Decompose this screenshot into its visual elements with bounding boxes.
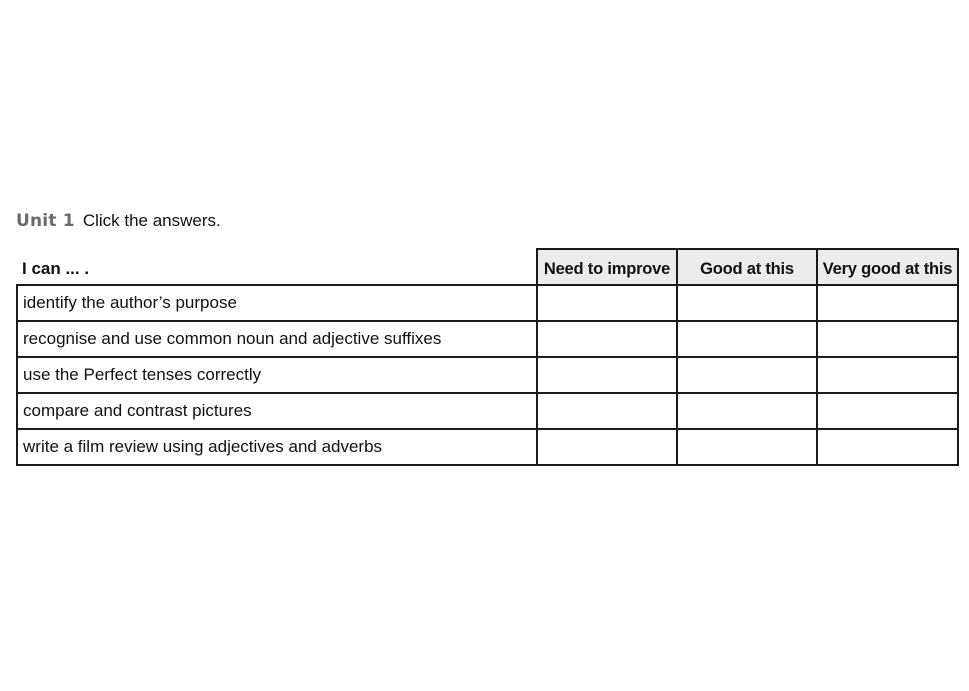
answer-need-to-improve[interactable] xyxy=(537,321,677,357)
unit-heading xyxy=(16,211,221,235)
skill-label: use the Perfect tenses correctly xyxy=(17,357,537,393)
answer-good-at-this[interactable] xyxy=(677,393,817,429)
answer-very-good-at-this[interactable] xyxy=(817,429,958,465)
answer-need-to-improve[interactable] xyxy=(537,429,677,465)
skill-label: write a film review using adjectives and adverbs xyxy=(17,429,537,465)
skill-label: compare and contrast pictures xyxy=(17,393,537,429)
answer-need-to-improve[interactable] xyxy=(537,357,677,393)
header-row xyxy=(17,249,958,285)
good-at-this-header: Good at this xyxy=(677,249,817,285)
answer-very-good-at-this[interactable] xyxy=(817,357,958,393)
answer-good-at-this[interactable] xyxy=(677,285,817,321)
answer-good-at-this[interactable] xyxy=(677,321,817,357)
answer-very-good-at-this[interactable] xyxy=(817,393,958,429)
answer-good-at-this[interactable] xyxy=(677,429,817,465)
instruction-text: Click the answers. xyxy=(82,211,221,230)
unit-label: Unit 1 xyxy=(16,211,75,231)
table-row xyxy=(17,285,958,321)
skill-label: recognise and use common noun and adjective suffixes xyxy=(17,321,537,357)
table-row xyxy=(17,429,958,465)
i-can-header: I can ... . xyxy=(17,249,537,285)
self-assessment-table xyxy=(16,248,959,466)
answer-good-at-this[interactable] xyxy=(677,357,817,393)
table-row xyxy=(17,321,958,357)
need-to-improve-header: Need to improve xyxy=(537,249,677,285)
answer-very-good-at-this[interactable] xyxy=(817,321,958,357)
answer-need-to-improve[interactable] xyxy=(537,285,677,321)
skill-label: identify the author’s purpose xyxy=(17,285,537,321)
answer-need-to-improve[interactable] xyxy=(537,393,677,429)
answer-very-good-at-this[interactable] xyxy=(817,285,958,321)
very-good-at-this-header: Very good at this xyxy=(817,249,958,285)
table-row xyxy=(17,357,958,393)
table-row xyxy=(17,393,958,429)
